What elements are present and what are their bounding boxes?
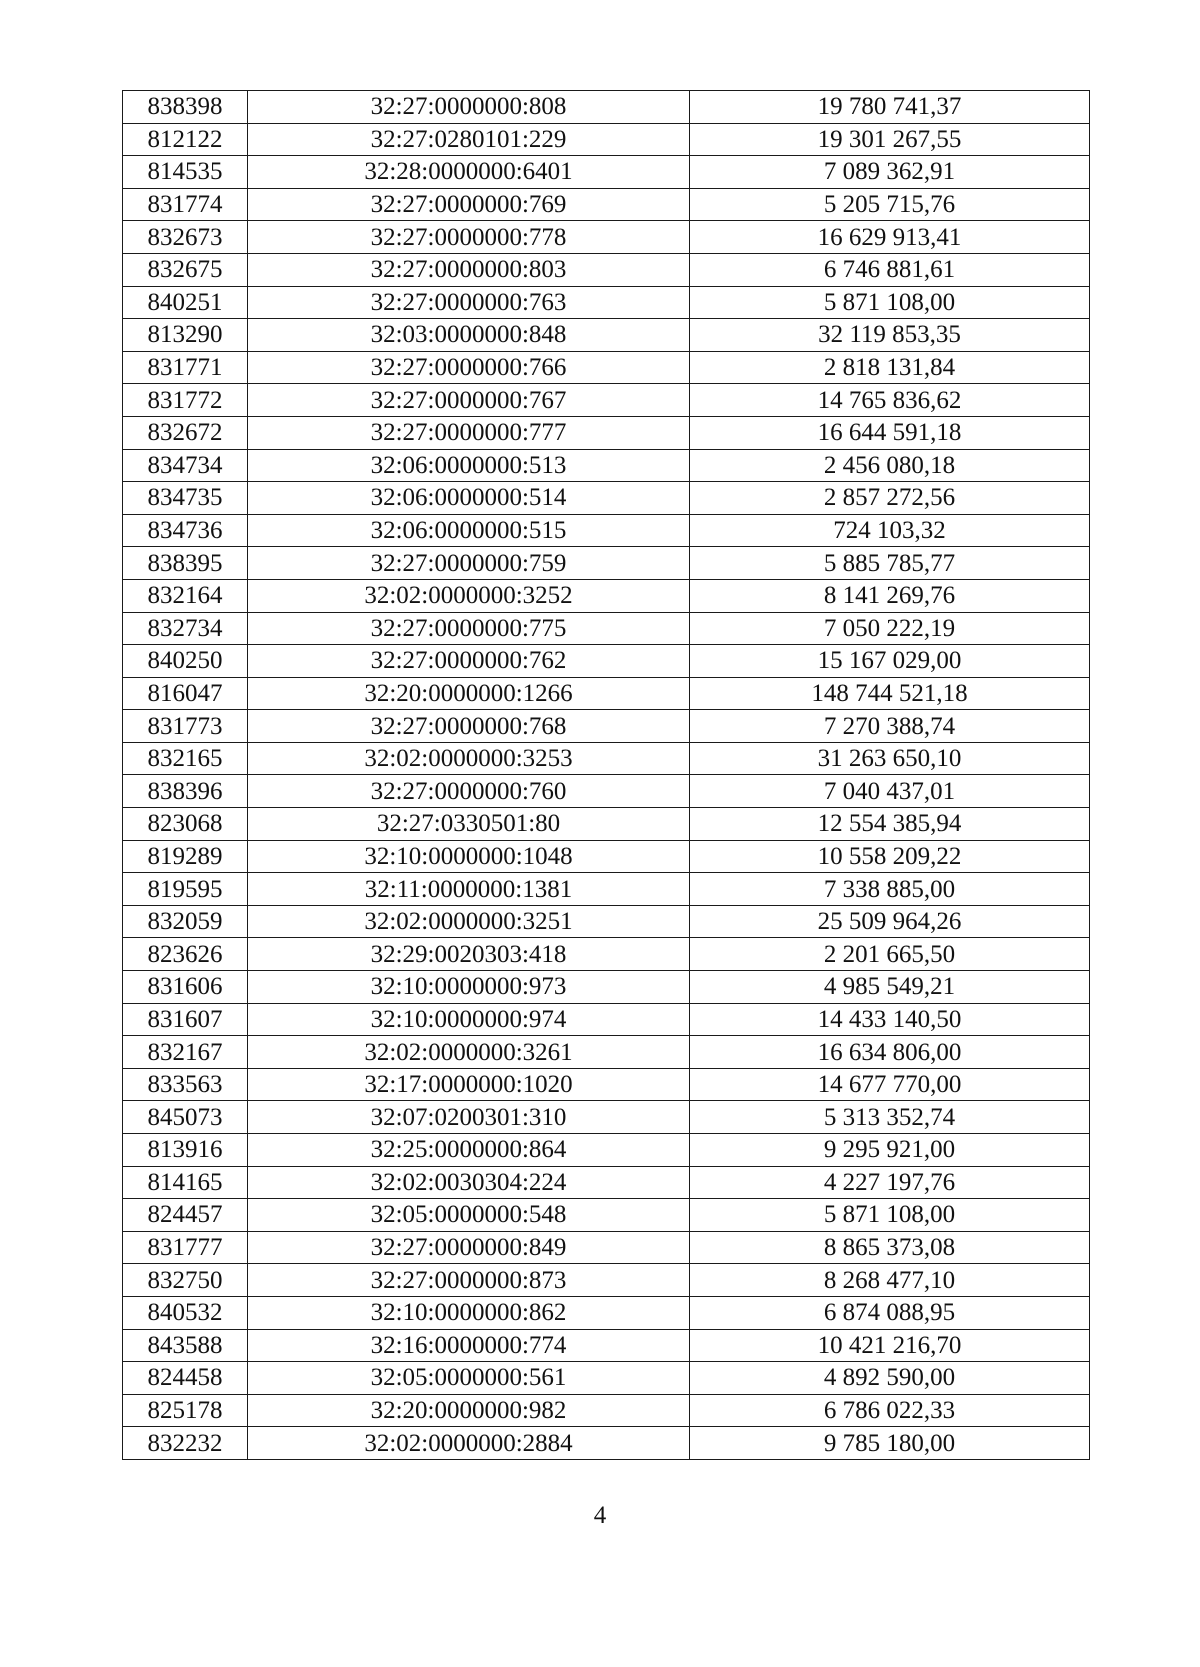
table-row xyxy=(123,775,1090,808)
value-cell: 7 089 362,91 xyxy=(690,156,1090,189)
record-number-cell: 831772 xyxy=(123,384,248,417)
table-row xyxy=(123,253,1090,286)
record-number-cell: 832672 xyxy=(123,416,248,449)
value-cell: 4 892 590,00 xyxy=(690,1362,1090,1395)
table-row xyxy=(123,286,1090,319)
cadastral-number-cell: 32:06:0000000:514 xyxy=(248,482,690,515)
table-row xyxy=(123,416,1090,449)
record-number-cell: 840532 xyxy=(123,1296,248,1329)
table-row xyxy=(123,449,1090,482)
cadastral-number-cell: 32:05:0000000:561 xyxy=(248,1362,690,1395)
cadastral-number-cell: 32:27:0280101:229 xyxy=(248,123,690,156)
value-cell: 5 871 108,00 xyxy=(690,1199,1090,1232)
value-cell: 14 433 140,50 xyxy=(690,1003,1090,1036)
cadastral-number-cell: 32:07:0200301:310 xyxy=(248,1101,690,1134)
table-row xyxy=(123,1264,1090,1297)
value-cell: 7 338 885,00 xyxy=(690,873,1090,906)
table-row xyxy=(123,1134,1090,1167)
record-number-cell: 838395 xyxy=(123,547,248,580)
cadastral-number-cell: 32:10:0000000:1048 xyxy=(248,840,690,873)
page-number: 4 xyxy=(593,1502,607,1529)
record-number-cell: 832167 xyxy=(123,1036,248,1069)
record-number-cell: 845073 xyxy=(123,1101,248,1134)
record-number-cell: 819595 xyxy=(123,873,248,906)
value-cell: 6 746 881,61 xyxy=(690,253,1090,286)
cadastral-number-cell: 32:02:0000000:3253 xyxy=(248,742,690,775)
value-cell: 2 201 665,50 xyxy=(690,938,1090,971)
record-number-cell: 840250 xyxy=(123,645,248,678)
cadastral-number-cell: 32:17:0000000:1020 xyxy=(248,1068,690,1101)
table-row xyxy=(123,1036,1090,1069)
value-cell: 14 765 836,62 xyxy=(690,384,1090,417)
record-number-cell: 840251 xyxy=(123,286,248,319)
table-row xyxy=(123,91,1090,124)
table-row xyxy=(123,645,1090,678)
table-row xyxy=(123,221,1090,254)
value-cell: 19 301 267,55 xyxy=(690,123,1090,156)
table-row xyxy=(123,156,1090,189)
record-number-cell: 832675 xyxy=(123,253,248,286)
cadastral-number-cell: 32:16:0000000:774 xyxy=(248,1329,690,1362)
value-cell: 4 227 197,76 xyxy=(690,1166,1090,1199)
value-cell: 5 885 785,77 xyxy=(690,547,1090,580)
value-cell: 724 103,32 xyxy=(690,514,1090,547)
value-cell: 7 050 222,19 xyxy=(690,612,1090,645)
value-cell: 16 629 913,41 xyxy=(690,221,1090,254)
cadastral-number-cell: 32:27:0000000:759 xyxy=(248,547,690,580)
record-number-cell: 832734 xyxy=(123,612,248,645)
value-cell: 5 313 352,74 xyxy=(690,1101,1090,1134)
record-number-cell: 813916 xyxy=(123,1134,248,1167)
value-cell: 4 985 549,21 xyxy=(690,971,1090,1004)
record-number-cell: 814165 xyxy=(123,1166,248,1199)
cadastral-number-cell: 32:27:0000000:775 xyxy=(248,612,690,645)
cadastral-number-cell: 32:05:0000000:548 xyxy=(248,1199,690,1232)
table-row xyxy=(123,188,1090,221)
record-number-cell: 832059 xyxy=(123,905,248,938)
record-number-cell: 823068 xyxy=(123,808,248,841)
record-number-cell: 831773 xyxy=(123,710,248,743)
record-number-cell: 834734 xyxy=(123,449,248,482)
record-number-cell: 843588 xyxy=(123,1329,248,1362)
value-cell: 25 509 964,26 xyxy=(690,905,1090,938)
record-number-cell: 832750 xyxy=(123,1264,248,1297)
value-cell: 19 780 741,37 xyxy=(690,91,1090,124)
value-cell: 5 871 108,00 xyxy=(690,286,1090,319)
table-row xyxy=(123,319,1090,352)
cadastral-number-cell: 32:27:0000000:768 xyxy=(248,710,690,743)
table-row xyxy=(123,1362,1090,1395)
table-row xyxy=(123,808,1090,841)
cadastral-number-cell: 32:27:0000000:777 xyxy=(248,416,690,449)
table-row xyxy=(123,677,1090,710)
value-cell: 14 677 770,00 xyxy=(690,1068,1090,1101)
cadastral-number-cell: 32:02:0030304:224 xyxy=(248,1166,690,1199)
value-cell: 32 119 853,35 xyxy=(690,319,1090,352)
value-cell: 2 456 080,18 xyxy=(690,449,1090,482)
table-row xyxy=(123,1068,1090,1101)
value-cell: 31 263 650,10 xyxy=(690,742,1090,775)
table-row xyxy=(123,710,1090,743)
cadastral-number-cell: 32:27:0000000:767 xyxy=(248,384,690,417)
record-number-cell: 816047 xyxy=(123,677,248,710)
value-cell: 2 857 272,56 xyxy=(690,482,1090,515)
record-number-cell: 834736 xyxy=(123,514,248,547)
record-number-cell: 832673 xyxy=(123,221,248,254)
record-number-cell: 831606 xyxy=(123,971,248,1004)
record-number-cell: 833563 xyxy=(123,1068,248,1101)
cadastral-number-cell: 32:10:0000000:973 xyxy=(248,971,690,1004)
record-number-cell: 832165 xyxy=(123,742,248,775)
value-cell: 12 554 385,94 xyxy=(690,808,1090,841)
table-row xyxy=(123,1329,1090,1362)
cadastral-number-cell: 32:27:0000000:763 xyxy=(248,286,690,319)
table-row xyxy=(123,938,1090,971)
table-row xyxy=(123,123,1090,156)
cadastral-number-cell: 32:27:0000000:766 xyxy=(248,351,690,384)
value-cell: 8 865 373,08 xyxy=(690,1231,1090,1264)
cadastral-number-cell: 32:27:0000000:769 xyxy=(248,188,690,221)
value-cell: 2 818 131,84 xyxy=(690,351,1090,384)
cadastral-number-cell: 32:06:0000000:513 xyxy=(248,449,690,482)
value-cell: 16 634 806,00 xyxy=(690,1036,1090,1069)
table-row xyxy=(123,1003,1090,1036)
registry-table-body xyxy=(123,91,1090,1460)
table-row xyxy=(123,971,1090,1004)
record-number-cell: 823626 xyxy=(123,938,248,971)
record-number-cell: 832164 xyxy=(123,579,248,612)
table-row xyxy=(123,1199,1090,1232)
value-cell: 148 744 521,18 xyxy=(690,677,1090,710)
value-cell: 6 874 088,95 xyxy=(690,1296,1090,1329)
table-row xyxy=(123,579,1090,612)
table-row xyxy=(123,351,1090,384)
record-number-cell: 819289 xyxy=(123,840,248,873)
table-row xyxy=(123,612,1090,645)
record-number-cell: 814535 xyxy=(123,156,248,189)
value-cell: 15 167 029,00 xyxy=(690,645,1090,678)
value-cell: 6 786 022,33 xyxy=(690,1394,1090,1427)
value-cell: 9 295 921,00 xyxy=(690,1134,1090,1167)
table-row xyxy=(123,1394,1090,1427)
value-cell: 16 644 591,18 xyxy=(690,416,1090,449)
table-row xyxy=(123,742,1090,775)
cadastral-number-cell: 32:02:0000000:3251 xyxy=(248,905,690,938)
record-number-cell: 832232 xyxy=(123,1427,248,1460)
record-number-cell: 831774 xyxy=(123,188,248,221)
table-row xyxy=(123,1427,1090,1460)
value-cell: 7 040 437,01 xyxy=(690,775,1090,808)
table-row xyxy=(123,1166,1090,1199)
registry-table xyxy=(122,90,1090,1460)
value-cell: 10 421 216,70 xyxy=(690,1329,1090,1362)
record-number-cell: 831771 xyxy=(123,351,248,384)
cadastral-number-cell: 32:10:0000000:862 xyxy=(248,1296,690,1329)
cadastral-number-cell: 32:06:0000000:515 xyxy=(248,514,690,547)
cadastral-number-cell: 32:11:0000000:1381 xyxy=(248,873,690,906)
cadastral-number-cell: 32:27:0000000:762 xyxy=(248,645,690,678)
record-number-cell: 824458 xyxy=(123,1362,248,1395)
cadastral-number-cell: 32:27:0000000:849 xyxy=(248,1231,690,1264)
cadastral-number-cell: 32:27:0000000:808 xyxy=(248,91,690,124)
value-cell: 8 268 477,10 xyxy=(690,1264,1090,1297)
cadastral-number-cell: 32:02:0000000:3252 xyxy=(248,579,690,612)
value-cell: 9 785 180,00 xyxy=(690,1427,1090,1460)
record-number-cell: 813290 xyxy=(123,319,248,352)
cadastral-number-cell: 32:27:0000000:760 xyxy=(248,775,690,808)
cadastral-number-cell: 32:20:0000000:982 xyxy=(248,1394,690,1427)
record-number-cell: 831607 xyxy=(123,1003,248,1036)
record-number-cell: 831777 xyxy=(123,1231,248,1264)
cadastral-number-cell: 32:27:0000000:803 xyxy=(248,253,690,286)
record-number-cell: 825178 xyxy=(123,1394,248,1427)
value-cell: 10 558 209,22 xyxy=(690,840,1090,873)
cadastral-number-cell: 32:27:0330501:80 xyxy=(248,808,690,841)
value-cell: 5 205 715,76 xyxy=(690,188,1090,221)
table-row xyxy=(123,1101,1090,1134)
table-row xyxy=(123,482,1090,515)
cadastral-number-cell: 32:27:0000000:873 xyxy=(248,1264,690,1297)
cadastral-number-cell: 32:29:0020303:418 xyxy=(248,938,690,971)
record-number-cell: 834735 xyxy=(123,482,248,515)
table-row xyxy=(123,905,1090,938)
record-number-cell: 838396 xyxy=(123,775,248,808)
cadastral-number-cell: 32:10:0000000:974 xyxy=(248,1003,690,1036)
cadastral-number-cell: 32:28:0000000:6401 xyxy=(248,156,690,189)
table-row xyxy=(123,840,1090,873)
record-number-cell: 812122 xyxy=(123,123,248,156)
table-row xyxy=(123,1296,1090,1329)
table-row xyxy=(123,384,1090,417)
table-row xyxy=(123,514,1090,547)
table-row xyxy=(123,547,1090,580)
cadastral-number-cell: 32:20:0000000:1266 xyxy=(248,677,690,710)
cadastral-number-cell: 32:27:0000000:778 xyxy=(248,221,690,254)
table-row xyxy=(123,1231,1090,1264)
cadastral-number-cell: 32:03:0000000:848 xyxy=(248,319,690,352)
cadastral-number-cell: 32:25:0000000:864 xyxy=(248,1134,690,1167)
table-row xyxy=(123,873,1090,906)
value-cell: 7 270 388,74 xyxy=(690,710,1090,743)
cadastral-number-cell: 32:02:0000000:2884 xyxy=(248,1427,690,1460)
value-cell: 8 141 269,76 xyxy=(690,579,1090,612)
record-number-cell: 824457 xyxy=(123,1199,248,1232)
record-number-cell: 838398 xyxy=(123,91,248,124)
cadastral-number-cell: 32:02:0000000:3261 xyxy=(248,1036,690,1069)
